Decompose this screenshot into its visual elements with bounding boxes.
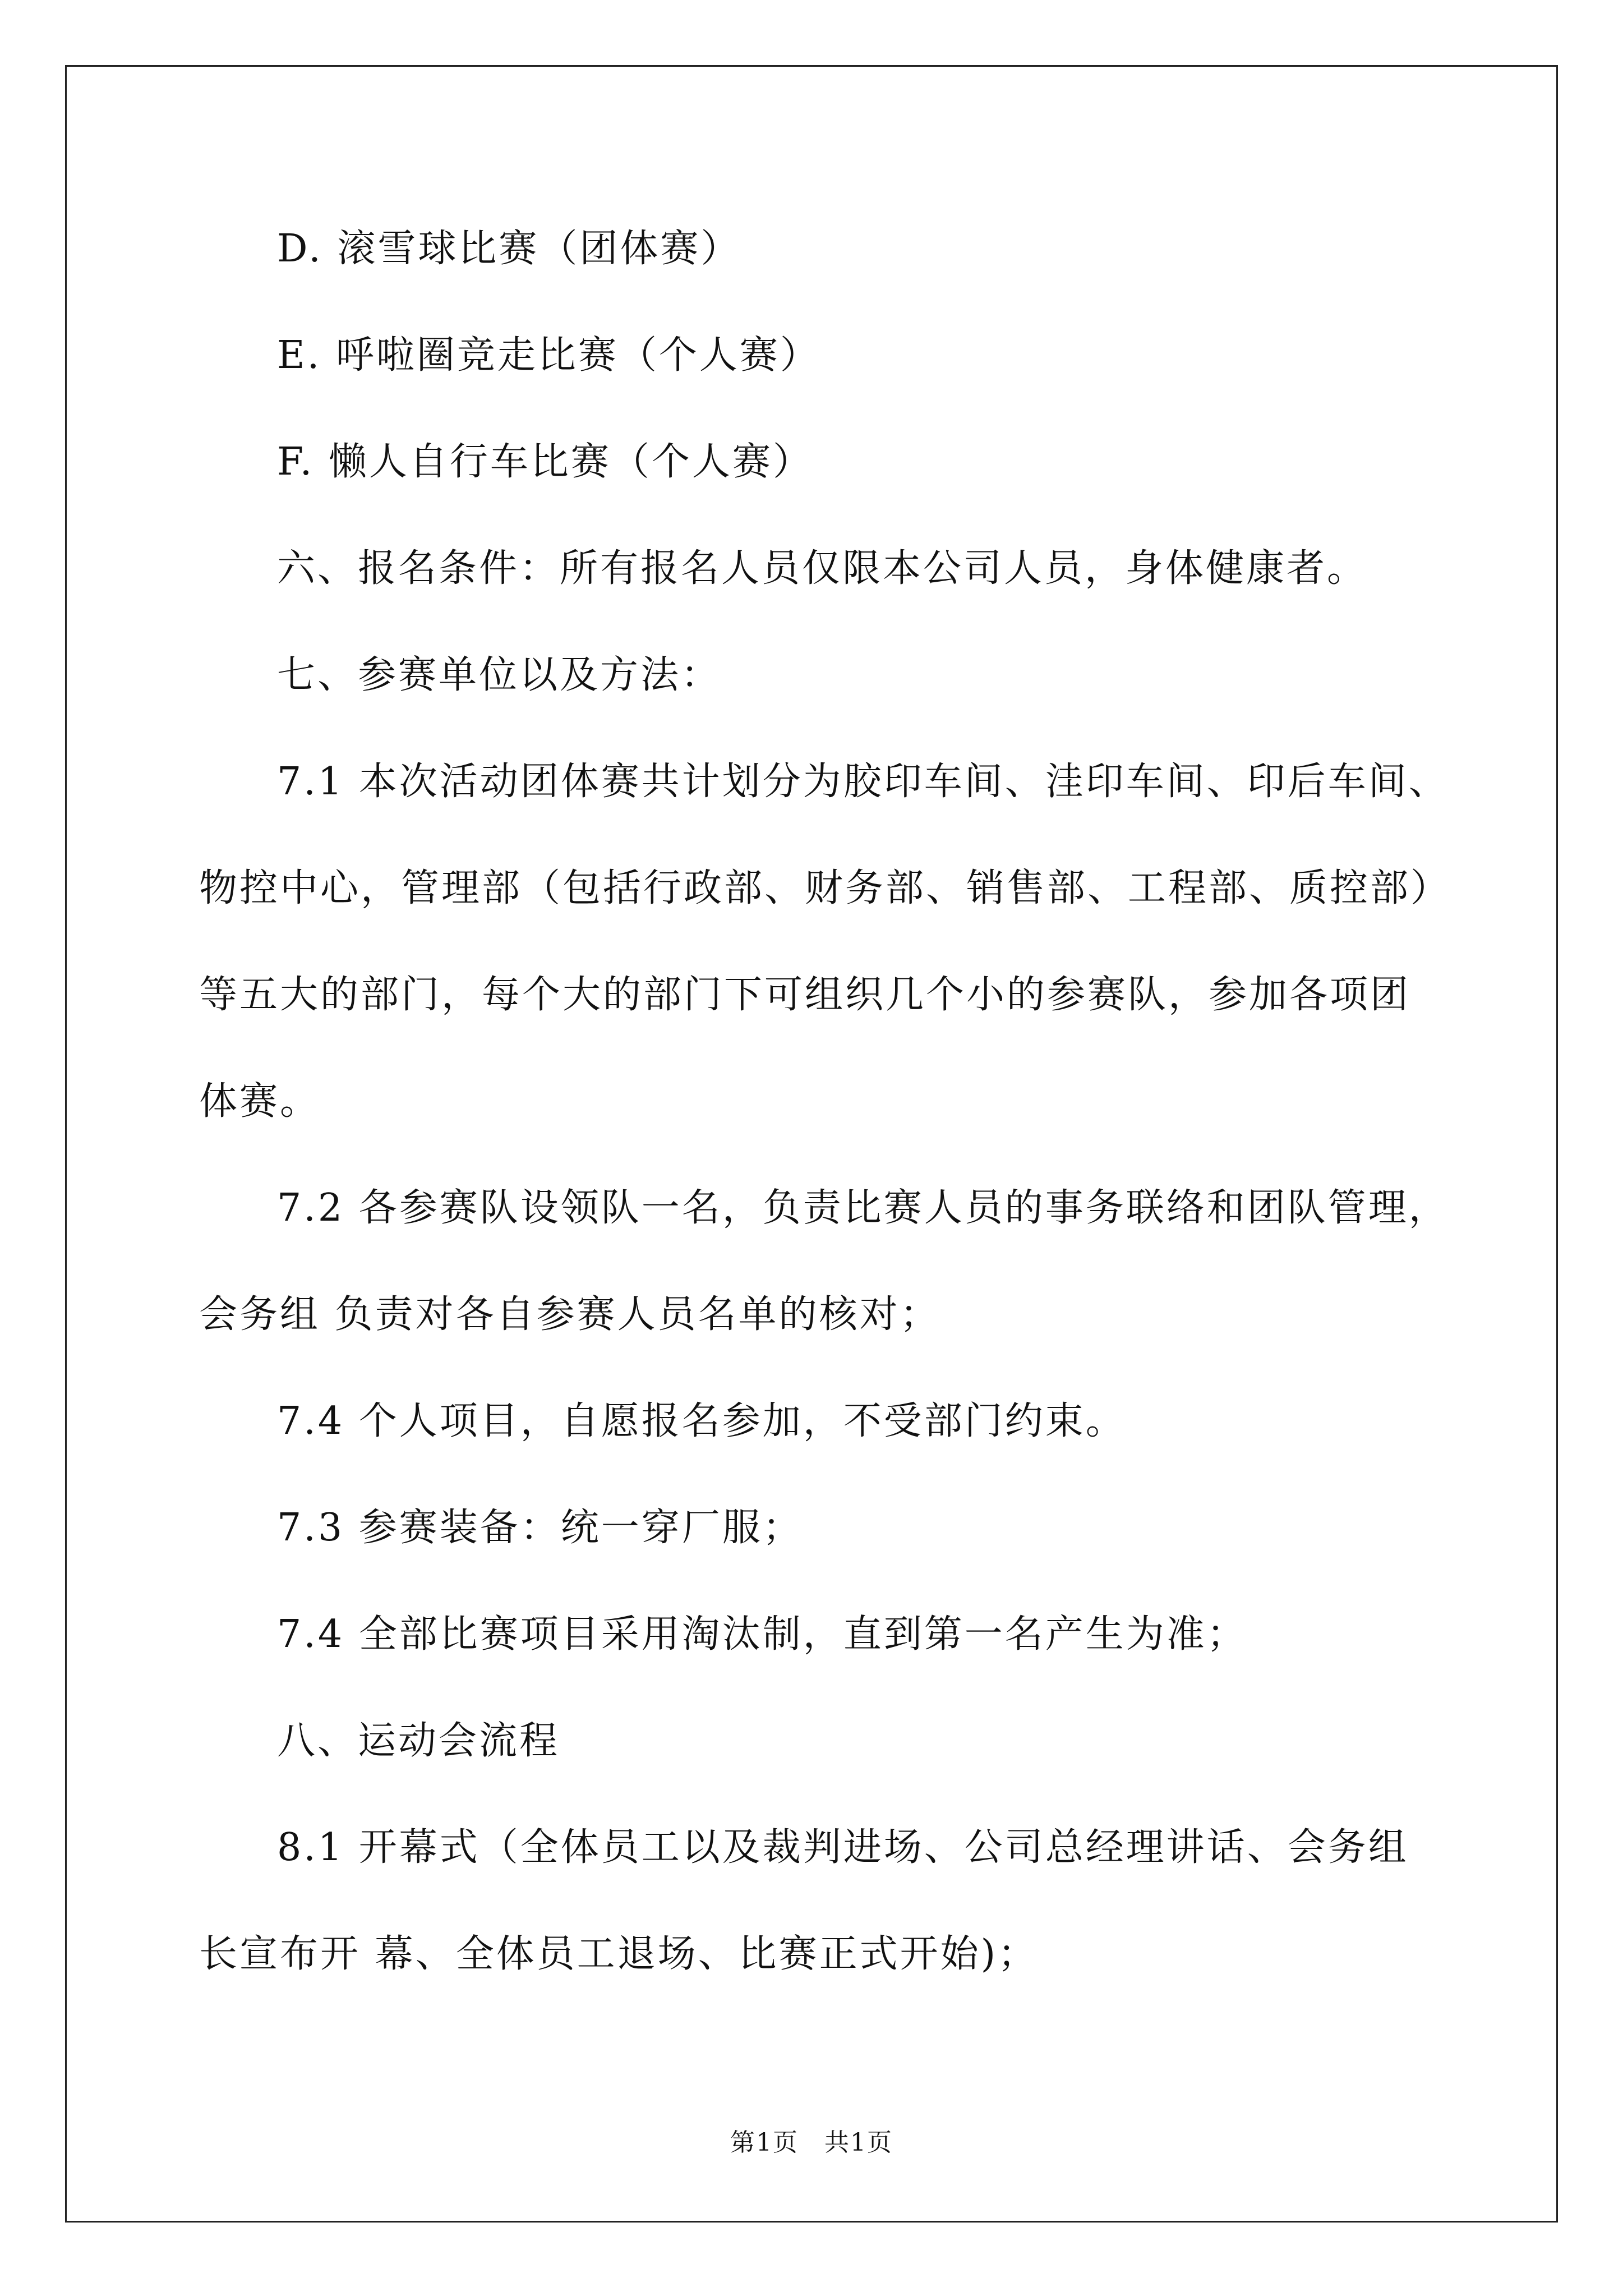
item-8-1-line-2: 长宣布开 幕、全体员工退场、比赛正式开始)； bbox=[199, 1932, 1039, 1976]
item-7-2-line-1: 7.2 各参赛队设领队一名，负责比赛人员的事务联络和团队管理， bbox=[277, 1186, 1449, 1230]
item-7-1-line-1: 7.1 本次活动团体赛共计划分为胶印车间、洼印车间、印后车间、 bbox=[277, 760, 1449, 804]
section-8: 八、运动会流程 bbox=[277, 1719, 560, 1763]
item-7-3: 7.3 参赛装备：统一穿厂服； bbox=[277, 1506, 803, 1550]
item-8-1-line-1: 8.1 开幕式（全体员工以及裁判进场、公司总经理讲话、会务组 bbox=[277, 1825, 1409, 1870]
item-7-4-knockout: 7.4 全部比赛项目采用淘汰制，直到第一名产生为准； bbox=[277, 1612, 1247, 1657]
page-border bbox=[65, 65, 1558, 2223]
page-footer: 第1页 共1页 bbox=[730, 2128, 893, 2157]
section-6: 六、报名条件：所有报名人员仅限本公司人员，身体健康者。 bbox=[277, 546, 1368, 591]
text-line-e: E. 呼啦圈竞走比赛（个人赛） bbox=[277, 333, 820, 378]
text-line-f: F. 懒人自行车比赛（个人赛） bbox=[277, 440, 813, 484]
item-7-4-personal: 7.4 个人项目，自愿报名参加，不受部门约束。 bbox=[277, 1399, 1126, 1443]
item-7-1-line-2: 物控中心，管理部（包括行政部、财务部、销售部、工程部、质控部） bbox=[199, 866, 1451, 910]
text-line-d: D. 滚雪球比赛（团体赛） bbox=[277, 227, 741, 271]
item-7-2-line-2: 会务组 负责对各自参赛人员名单的核对； bbox=[199, 1292, 940, 1337]
item-7-1-line-4: 体赛。 bbox=[199, 1079, 321, 1124]
section-7: 七、参赛单位以及方法： bbox=[277, 653, 722, 697]
item-7-1-line-3: 等五大的部门，每个大的部门下可组织几个小的参赛队，参加各项团 bbox=[199, 973, 1411, 1017]
